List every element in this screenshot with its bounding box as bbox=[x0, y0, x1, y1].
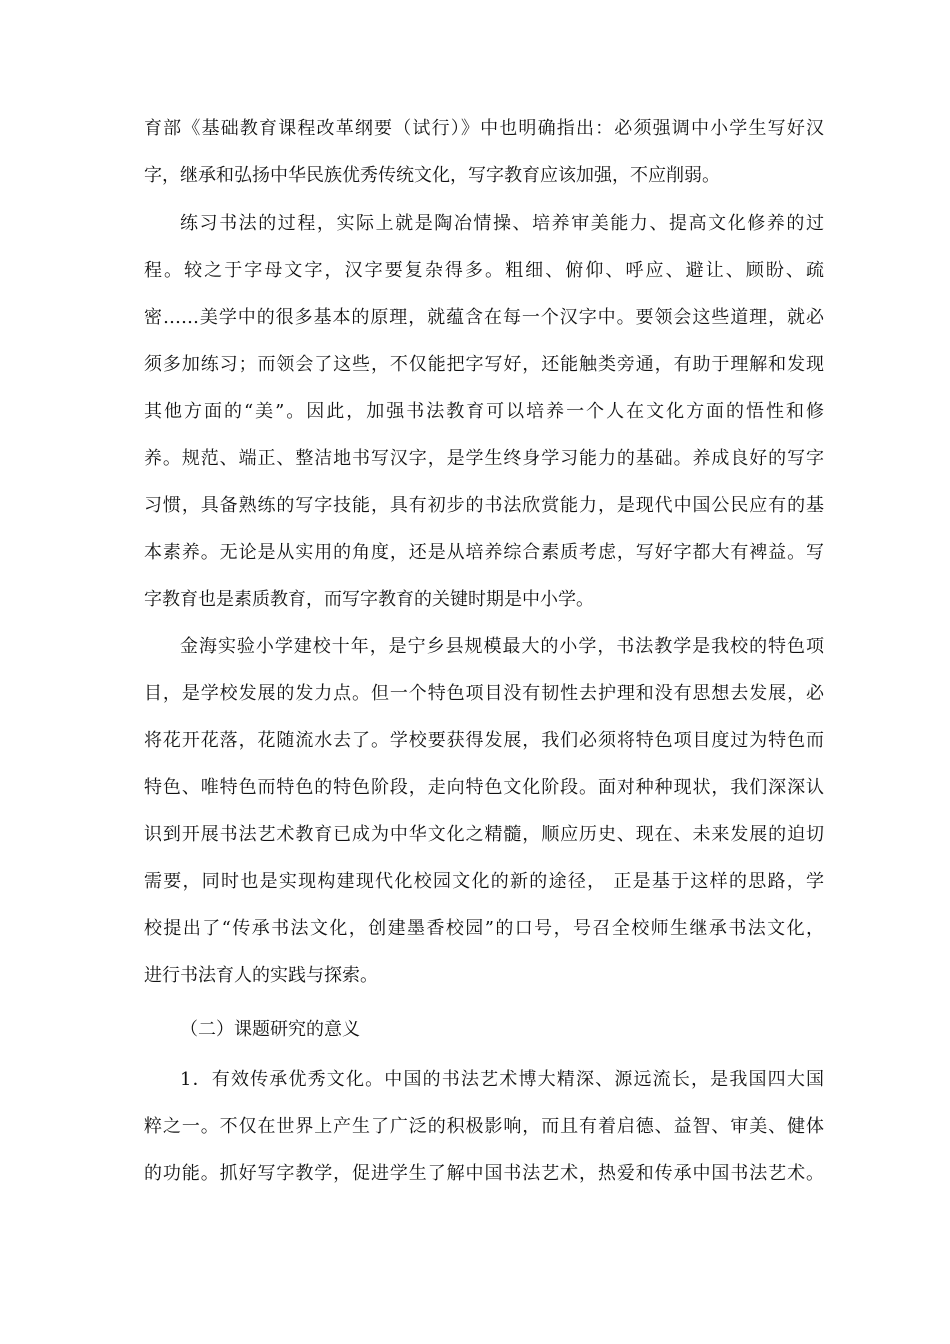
text-line: 本素养。无论是从实用的角度，还是从培养综合素质考虑，写好字都大有裨益。写 bbox=[144, 542, 824, 563]
text-line: 目，是学校发展的发力点。但一个特色项目没有韧性去护理和没有思想去发展，必 bbox=[144, 683, 824, 704]
text-line: 的功能。抓好写字教学，促进学生了解中国书法艺术，热爱和传承中国书法艺术。 bbox=[144, 1163, 824, 1184]
text-line: 练习书法的过程，实际上就是陶冶情操、培养审美能力、提高文化修养的过 bbox=[180, 213, 824, 234]
text-line: 需要，同时也是实现构建现代化校园文化的新的途径， 正是基于这样的思路，学 bbox=[144, 871, 824, 892]
text-line: 字，继承和弘扬中华民族优秀传统文化，写字教育应该加强，不应削弱。 bbox=[144, 165, 720, 186]
text-line: 育部《基础教育课程改革纲要（试行）》中也明确指出：必须强调中小学生写好汉 bbox=[144, 118, 824, 139]
text-line: 进行书法育人的实践与探索。 bbox=[144, 965, 378, 986]
text-line: 须多加练习；而领会了这些，不仅能把字写好，还能触类旁通，有助于理解和发现 bbox=[144, 354, 824, 375]
text-line: 程。较之于字母文字，汉字要复杂得多。粗细、俯仰、呼应、避让、顾盼、疏 bbox=[144, 260, 824, 281]
text-line: 识到开展书法艺术教育已成为中华文化之精髓，顺应历史、现在、未来发展的迫切 bbox=[144, 824, 824, 845]
text-line: 1．有效传承优秀文化。中国的书法艺术博大精深、源远流长，是我国四大国 bbox=[180, 1069, 824, 1090]
text-line: 特色、唯特色而特色的特色阶段，走向特色文化阶段。面对种种现状，我们深深认 bbox=[144, 777, 824, 798]
text-line: 将花开花落，花随流水去了。学校要获得发展，我们必须将特色项目度过为特色而 bbox=[144, 730, 824, 751]
text-line: 密……美学中的很多基本的原理，就蕴含在每一个汉字中。要领会这些道理，就必 bbox=[144, 307, 824, 328]
text-line: 金海实验小学建校十年，是宁乡县规模最大的小学，书法教学是我校的特色项 bbox=[180, 636, 824, 657]
text-line: 校提出了“传承书法文化，创建墨香校园”的口号，号召全校师生继承书法文化， bbox=[144, 918, 824, 939]
text-line: 养。规范、端正、整洁地书写汉字，是学生终身学习能力的基础。养成良好的写字 bbox=[144, 448, 824, 469]
section-heading: （二）课题研究的意义 bbox=[180, 1019, 360, 1040]
text-line: 粹之一。不仅在世界上产生了广泛的积极影响，而且有着启德、益智、审美、健体 bbox=[144, 1116, 824, 1137]
text-line: 字教育也是素质教育，而写字教育的关键时期是中小学。 bbox=[144, 589, 594, 610]
text-line: 其他方面的“美”。因此，加强书法教育可以培养一个人在文化方面的悟性和修 bbox=[144, 401, 824, 422]
text-line: 习惯，具备熟练的写字技能，具有初步的书法欣赏能力，是现代中国公民应有的基 bbox=[144, 495, 824, 516]
